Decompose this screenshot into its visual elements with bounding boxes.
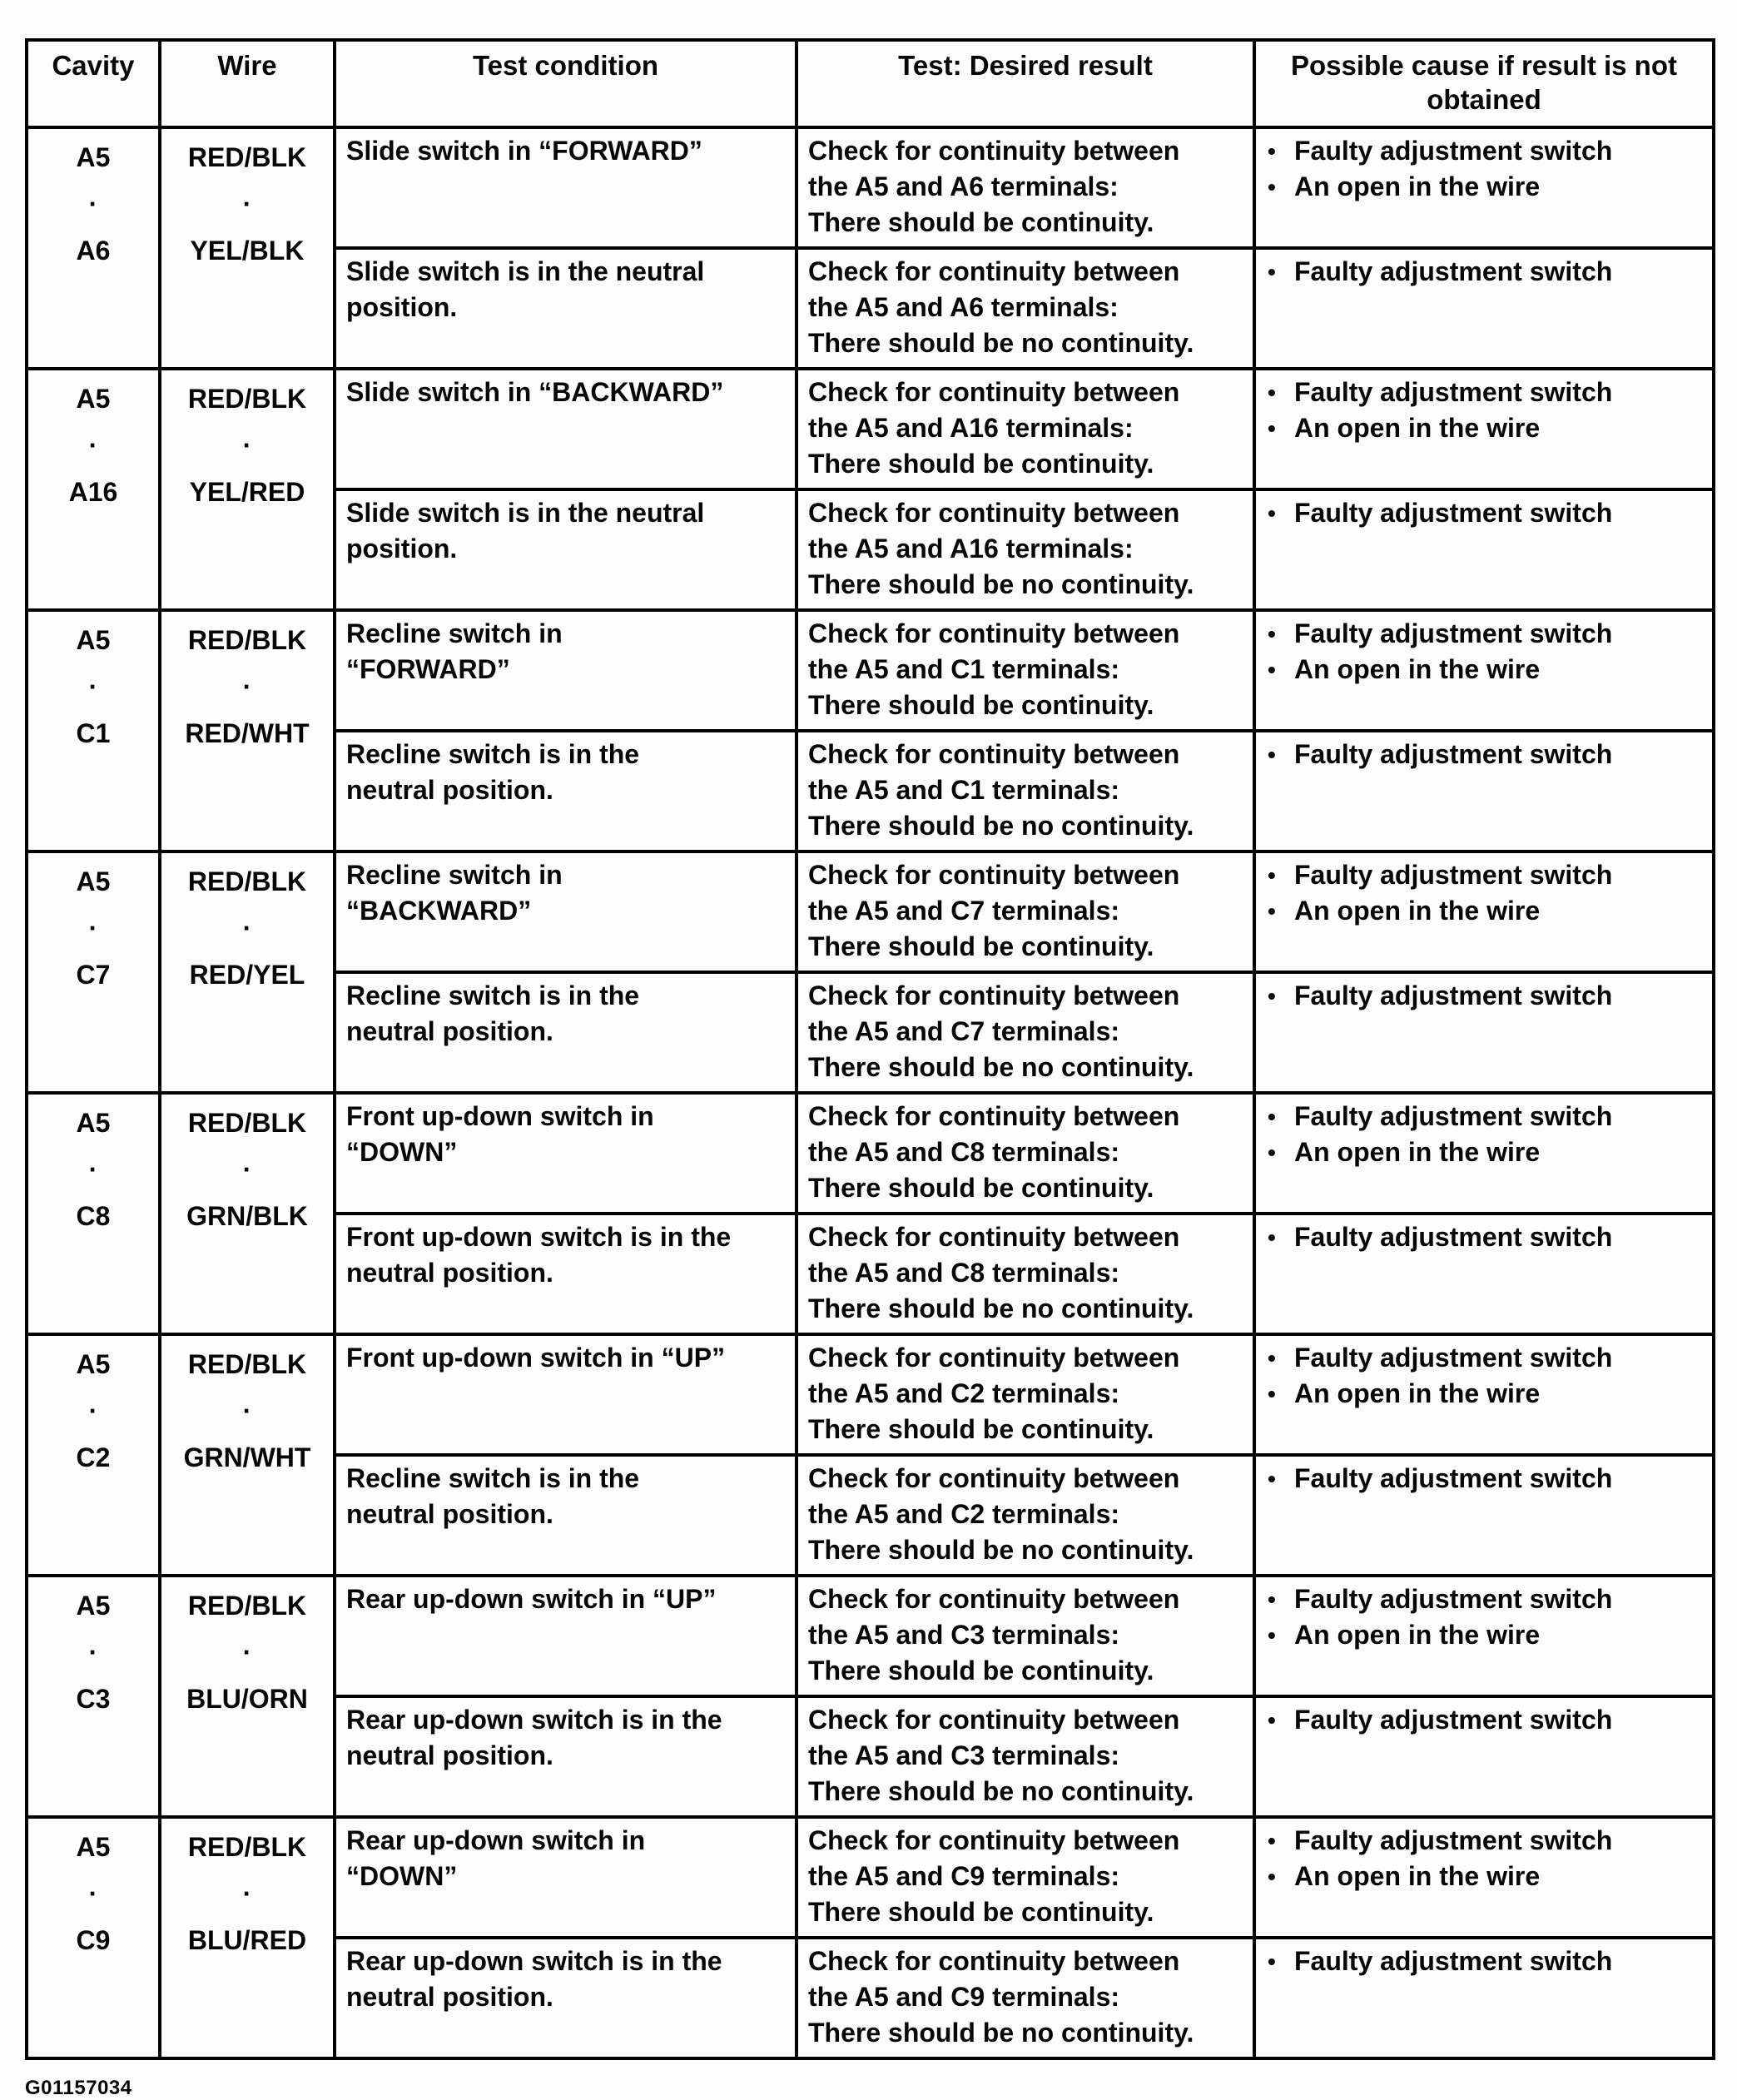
cause-text: Faulty adjustment switch <box>1294 1100 1613 1131</box>
cause-text: Faulty adjustment switch <box>1294 1221 1613 1252</box>
cavity-line: C9 <box>76 1924 111 1955</box>
condition-line: position. <box>346 533 458 563</box>
cause-item <box>1268 857 1705 893</box>
bullet-icon: • <box>1268 1103 1276 1129</box>
wire-line: · <box>242 1636 252 1667</box>
result-line: the A5 and C2 terminals: <box>808 1498 1120 1529</box>
cause-text: Faulty adjustment switch <box>1294 256 1613 286</box>
result-line: There should be continuity. <box>808 1896 1154 1927</box>
result-line: the A5 and C9 terminals: <box>808 1860 1120 1891</box>
result-line: Check for continuity between <box>808 859 1180 890</box>
table-body <box>27 127 1714 2058</box>
result-line: Check for continuity between <box>808 256 1180 286</box>
cavity-line: A5 <box>76 1831 111 1862</box>
table-row <box>27 127 1714 248</box>
cavity-cell <box>27 369 160 610</box>
wire-line: GRN/BLK <box>186 1200 308 1231</box>
wire-line: RED/BLK <box>187 1348 307 1379</box>
desired-result-cell <box>797 369 1254 489</box>
cause-text: Faulty adjustment switch <box>1294 1462 1613 1493</box>
test-condition-cell <box>335 1455 797 1576</box>
cavity-line: A5 <box>76 866 111 896</box>
header-row <box>27 40 1714 127</box>
result-line: the A5 and C1 terminals: <box>808 774 1120 805</box>
cavity-line: C2 <box>76 1442 111 1472</box>
cause-item <box>1268 1219 1705 1255</box>
cause-item <box>1268 1617 1705 1653</box>
possible-cause-cell <box>1254 127 1714 248</box>
result-line: Check for continuity between <box>808 1824 1180 1855</box>
condition-line: Slide switch in “FORWARD” <box>346 135 702 166</box>
cause-item <box>1268 893 1705 929</box>
cause-text: An open in the wire <box>1294 1136 1541 1167</box>
bullet-icon: • <box>1268 173 1276 200</box>
cavity-line: · <box>88 1395 98 1426</box>
table-row <box>27 851 1714 972</box>
bullet-icon: • <box>1268 379 1276 405</box>
cause-text: Faulty adjustment switch <box>1294 1704 1613 1735</box>
bullet-icon: • <box>1268 1706 1276 1733</box>
desired-result-cell <box>797 127 1254 248</box>
result-line: Check for continuity between <box>808 618 1180 648</box>
result-line: the A5 and A16 terminals: <box>808 533 1134 563</box>
bullet-icon: • <box>1268 1139 1276 1165</box>
wire-cell <box>160 127 335 369</box>
cause-text: Faulty adjustment switch <box>1294 497 1613 528</box>
bullet-icon: • <box>1268 1465 1276 1492</box>
cause-item <box>1268 1944 1705 1979</box>
result-line: There should be no continuity. <box>808 1775 1194 1806</box>
result-line: Check for continuity between <box>808 376 1180 407</box>
bullet-icon: • <box>1268 415 1276 441</box>
bullet-icon: • <box>1268 861 1276 888</box>
cause-text: An open in the wire <box>1294 1378 1541 1408</box>
bullet-icon: • <box>1268 499 1276 526</box>
result-line: the A5 and C3 terminals: <box>808 1619 1120 1650</box>
cavity-cell <box>27 1334 160 1576</box>
condition-line: Front up-down switch in “UP” <box>346 1342 726 1373</box>
wire-line: · <box>242 429 252 460</box>
cause-item <box>1268 169 1705 205</box>
result-line: Check for continuity between <box>808 1704 1180 1735</box>
desired-result-cell <box>797 1093 1254 1214</box>
cause-item <box>1268 495 1705 531</box>
bullet-icon: • <box>1268 741 1276 767</box>
col-header-desired-result: Test: Desired result <box>797 40 1254 127</box>
cause-text: An open in the wire <box>1294 1619 1541 1650</box>
result-line: Check for continuity between <box>808 1462 1180 1493</box>
result-line: Check for continuity between <box>808 1221 1180 1252</box>
desired-result-cell <box>797 731 1254 851</box>
desired-result-cell <box>797 972 1254 1093</box>
table-row <box>27 1093 1714 1214</box>
test-condition-cell <box>335 1696 797 1817</box>
condition-line: position. <box>346 291 458 322</box>
cause-text: Faulty adjustment switch <box>1294 1945 1613 1976</box>
cavity-cell <box>27 1817 160 2058</box>
bullet-icon: • <box>1268 1344 1276 1371</box>
result-line: There should be continuity. <box>808 1172 1154 1203</box>
possible-cause-cell <box>1254 1576 1714 1696</box>
cavity-cell <box>27 851 160 1093</box>
desired-result-cell <box>797 489 1254 610</box>
col-header-cavity: Cavity <box>27 40 160 127</box>
cause-item <box>1268 1581 1705 1617</box>
cavity-cell <box>27 1093 160 1334</box>
wire-line: RED/BLK <box>187 1107 307 1138</box>
cause-text: Faulty adjustment switch <box>1294 859 1613 890</box>
col-header-test-condition: Test condition <box>335 40 797 127</box>
condition-line: Slide switch is in the neutral <box>346 497 705 528</box>
test-condition-cell <box>335 851 797 972</box>
figure-id: G01157034 <box>25 2076 132 2099</box>
bullet-icon: • <box>1268 1380 1276 1407</box>
condition-line: Front up-down switch is in the <box>346 1221 732 1252</box>
diagnostic-table <box>25 38 1715 2060</box>
cause-item <box>1268 1134 1705 1170</box>
cause-item <box>1268 1859 1705 1894</box>
wire-line: RED/BLK <box>187 624 307 655</box>
wire-line: · <box>242 1395 252 1426</box>
cause-text: An open in the wire <box>1294 1860 1541 1891</box>
possible-cause-cell <box>1254 1817 1714 1938</box>
test-condition-cell <box>335 972 797 1093</box>
result-line: Check for continuity between <box>808 1583 1180 1614</box>
result-line: Check for continuity between <box>808 1945 1180 1976</box>
cause-item <box>1268 1099 1705 1134</box>
test-condition-cell <box>335 369 797 489</box>
cavity-line: A5 <box>76 383 111 414</box>
wire-line: · <box>242 188 252 219</box>
cavity-cell <box>27 1576 160 1817</box>
cavity-cell <box>27 127 160 369</box>
condition-line: Recline switch in <box>346 859 563 890</box>
cavity-line: A5 <box>76 1348 111 1379</box>
condition-line: Rear up-down switch is in the <box>346 1945 722 1976</box>
test-condition-cell <box>335 1214 797 1334</box>
cavity-line: A5 <box>76 624 111 655</box>
cause-item <box>1268 978 1705 1014</box>
col-header-wire: Wire <box>160 40 335 127</box>
condition-line: Slide switch in “BACKWARD” <box>346 376 724 407</box>
cause-text: Faulty adjustment switch <box>1294 738 1613 769</box>
cause-text: Faulty adjustment switch <box>1294 618 1613 648</box>
test-condition-cell <box>335 1334 797 1455</box>
result-line: the A5 and C7 terminals: <box>808 895 1120 926</box>
test-condition-cell <box>335 248 797 369</box>
condition-line: Rear up-down switch is in the <box>346 1704 722 1735</box>
result-line: the A5 and A6 terminals: <box>808 291 1119 322</box>
cavity-line: · <box>88 1878 98 1909</box>
result-line: the A5 and C3 terminals: <box>808 1740 1120 1770</box>
result-line: Check for continuity between <box>808 497 1180 528</box>
cause-item <box>1268 652 1705 688</box>
wire-cell <box>160 610 335 851</box>
bullet-icon: • <box>1268 1224 1276 1250</box>
wire-line: RED/BLK <box>187 1590 307 1621</box>
cavity-line: C3 <box>76 1683 111 1714</box>
cause-text: An open in the wire <box>1294 171 1541 201</box>
bullet-icon: • <box>1268 137 1276 164</box>
table-row <box>27 1817 1714 1938</box>
desired-result-cell <box>797 1817 1254 1938</box>
result-line: the A5 and A16 terminals: <box>808 412 1134 443</box>
cause-text: An open in the wire <box>1294 895 1541 926</box>
wire-line: · <box>242 1154 252 1184</box>
possible-cause-cell <box>1254 1696 1714 1817</box>
desired-result-cell <box>797 1334 1254 1455</box>
condition-line: Rear up-down switch in “UP” <box>346 1583 717 1614</box>
cause-item <box>1268 616 1705 652</box>
cavity-line: A5 <box>76 1107 111 1138</box>
result-line: There should be no continuity. <box>808 1051 1194 1082</box>
wire-line: · <box>242 671 252 702</box>
result-line: the A5 and C1 terminals: <box>808 653 1120 684</box>
table-row <box>27 369 1714 489</box>
result-line: There should be continuity. <box>808 448 1154 479</box>
cause-item <box>1268 1340 1705 1376</box>
bullet-icon: • <box>1268 258 1276 285</box>
cause-text: Faulty adjustment switch <box>1294 1583 1613 1614</box>
condition-line: neutral position. <box>346 1981 553 2012</box>
possible-cause-cell <box>1254 1093 1714 1214</box>
cause-text: An open in the wire <box>1294 653 1541 684</box>
possible-cause-cell <box>1254 489 1714 610</box>
cavity-line: A5 <box>76 141 111 172</box>
cavity-line: · <box>88 188 98 219</box>
result-line: There should be continuity. <box>808 1413 1154 1444</box>
desired-result-cell <box>797 1696 1254 1817</box>
desired-result-cell <box>797 1576 1254 1696</box>
test-condition-cell <box>335 489 797 610</box>
result-line: There should be no continuity. <box>808 810 1194 841</box>
possible-cause-cell <box>1254 731 1714 851</box>
bullet-icon: • <box>1268 1827 1276 1854</box>
result-line: There should be no continuity. <box>808 568 1194 599</box>
cavity-cell <box>27 610 160 851</box>
cause-item <box>1268 375 1705 410</box>
test-condition-cell <box>335 731 797 851</box>
wire-line: RED/BLK <box>187 141 307 172</box>
possible-cause-cell <box>1254 1938 1714 2058</box>
test-condition-cell <box>335 1817 797 1938</box>
condition-line: “DOWN” <box>346 1860 458 1891</box>
bullet-icon: • <box>1268 656 1276 683</box>
cause-text: Faulty adjustment switch <box>1294 135 1613 166</box>
bullet-icon: • <box>1268 1621 1276 1648</box>
bullet-icon: • <box>1268 1586 1276 1612</box>
wire-line: RED/BLK <box>187 866 307 896</box>
test-condition-cell <box>335 1938 797 2058</box>
wire-cell <box>160 369 335 610</box>
result-line: the A5 and C9 terminals: <box>808 1981 1120 2012</box>
wire-line: YEL/BLK <box>190 235 305 266</box>
condition-line: Recline switch in <box>346 618 563 648</box>
result-line: Check for continuity between <box>808 738 1180 769</box>
cause-text: Faulty adjustment switch <box>1294 980 1613 1010</box>
result-line: Check for continuity between <box>808 135 1180 166</box>
result-line: Check for continuity between <box>808 980 1180 1010</box>
wire-cell <box>160 1817 335 2058</box>
condition-line: neutral position. <box>346 774 553 805</box>
bullet-icon: • <box>1268 982 1276 1009</box>
possible-cause-cell <box>1254 1214 1714 1334</box>
condition-line: Front up-down switch in <box>346 1100 654 1131</box>
cause-text: Faulty adjustment switch <box>1294 376 1613 407</box>
wire-line: · <box>242 912 252 943</box>
cause-text: Faulty adjustment switch <box>1294 1342 1613 1373</box>
wire-line: RED/BLK <box>187 1831 307 1862</box>
cavity-line: A16 <box>68 476 118 507</box>
wire-line: BLU/RED <box>187 1924 307 1955</box>
bullet-icon: • <box>1268 1863 1276 1889</box>
wire-cell <box>160 851 335 1093</box>
cause-item <box>1268 410 1705 446</box>
condition-line: Slide switch is in the neutral <box>346 256 705 286</box>
cavity-line: · <box>88 429 98 460</box>
result-line: There should be no continuity. <box>808 327 1194 358</box>
wire-line: RED/BLK <box>187 383 307 414</box>
result-line: There should be no continuity. <box>808 1293 1194 1323</box>
condition-line: Rear up-down switch in <box>346 1824 646 1855</box>
wire-line: RED/YEL <box>189 959 305 990</box>
cavity-line: · <box>88 912 98 943</box>
col-header-possible-cause: Possible cause if result is not obtained <box>1254 40 1714 127</box>
possible-cause-cell <box>1254 610 1714 731</box>
condition-line: neutral position. <box>346 1740 553 1770</box>
possible-cause-cell <box>1254 1334 1714 1455</box>
result-line: There should be continuity. <box>808 689 1154 720</box>
condition-line: neutral position. <box>346 1498 553 1529</box>
cause-item <box>1268 1823 1705 1859</box>
possible-cause-cell <box>1254 851 1714 972</box>
bullet-icon: • <box>1268 897 1276 924</box>
condition-line: Recline switch is in the <box>346 1462 640 1493</box>
table-header <box>27 40 1714 127</box>
desired-result-cell <box>797 1938 1254 2058</box>
cavity-line: · <box>88 1154 98 1184</box>
cause-text: Faulty adjustment switch <box>1294 1824 1613 1855</box>
cause-item <box>1268 254 1705 290</box>
condition-line: Recline switch is in the <box>346 980 640 1010</box>
cavity-line: A5 <box>76 1590 111 1621</box>
result-line: the A5 and C8 terminals: <box>808 1136 1120 1167</box>
result-line: the A5 and C7 terminals: <box>808 1015 1120 1046</box>
wire-line: · <box>242 1878 252 1909</box>
cause-item <box>1268 737 1705 772</box>
wire-line: RED/WHT <box>185 717 310 748</box>
possible-cause-cell <box>1254 248 1714 369</box>
condition-line: Recline switch is in the <box>346 738 640 769</box>
desired-result-cell <box>797 610 1254 731</box>
result-line: Check for continuity between <box>808 1100 1180 1131</box>
desired-result-cell <box>797 851 1254 972</box>
wire-line: YEL/RED <box>189 476 305 507</box>
result-line: the A5 and A6 terminals: <box>808 171 1119 201</box>
desired-result-cell <box>797 248 1254 369</box>
table-row <box>27 1334 1714 1455</box>
cause-item <box>1268 1702 1705 1738</box>
test-condition-cell <box>335 610 797 731</box>
result-line: There should be continuity. <box>808 931 1154 961</box>
test-condition-cell <box>335 1093 797 1214</box>
wire-line: GRN/WHT <box>183 1442 311 1472</box>
cause-item <box>1268 1376 1705 1412</box>
condition-line: neutral position. <box>346 1257 553 1288</box>
cause-item <box>1268 133 1705 169</box>
condition-line: “DOWN” <box>346 1136 458 1167</box>
result-line: the A5 and C8 terminals: <box>808 1257 1120 1288</box>
result-line: There should be continuity. <box>808 206 1154 237</box>
condition-line: “BACKWARD” <box>346 895 532 926</box>
possible-cause-cell <box>1254 369 1714 489</box>
wire-line: BLU/ORN <box>186 1683 308 1714</box>
result-line: There should be continuity. <box>808 1655 1154 1685</box>
cavity-line: C7 <box>76 959 111 990</box>
possible-cause-cell <box>1254 1455 1714 1576</box>
condition-line: “FORWARD” <box>346 653 510 684</box>
wire-cell <box>160 1334 335 1576</box>
cavity-line: C8 <box>76 1200 111 1231</box>
cavity-line: C1 <box>76 717 111 748</box>
table-row <box>27 610 1714 731</box>
test-condition-cell <box>335 127 797 248</box>
result-line: Check for continuity between <box>808 1342 1180 1373</box>
bullet-icon: • <box>1268 1948 1276 1974</box>
desired-result-cell <box>797 1214 1254 1334</box>
bullet-icon: • <box>1268 620 1276 647</box>
condition-line: neutral position. <box>346 1015 553 1046</box>
wire-cell <box>160 1093 335 1334</box>
desired-result-cell <box>797 1455 1254 1576</box>
result-line: There should be no continuity. <box>808 2017 1194 2048</box>
result-line: the A5 and C2 terminals: <box>808 1378 1120 1408</box>
test-condition-cell <box>335 1576 797 1696</box>
table-row <box>27 1576 1714 1696</box>
possible-cause-cell <box>1254 972 1714 1093</box>
wire-cell <box>160 1576 335 1817</box>
result-line: There should be no continuity. <box>808 1534 1194 1565</box>
cause-item <box>1268 1461 1705 1497</box>
cavity-line: A6 <box>76 235 111 266</box>
cavity-line: · <box>88 671 98 702</box>
cavity-line: · <box>88 1636 98 1667</box>
cause-text: An open in the wire <box>1294 412 1541 443</box>
